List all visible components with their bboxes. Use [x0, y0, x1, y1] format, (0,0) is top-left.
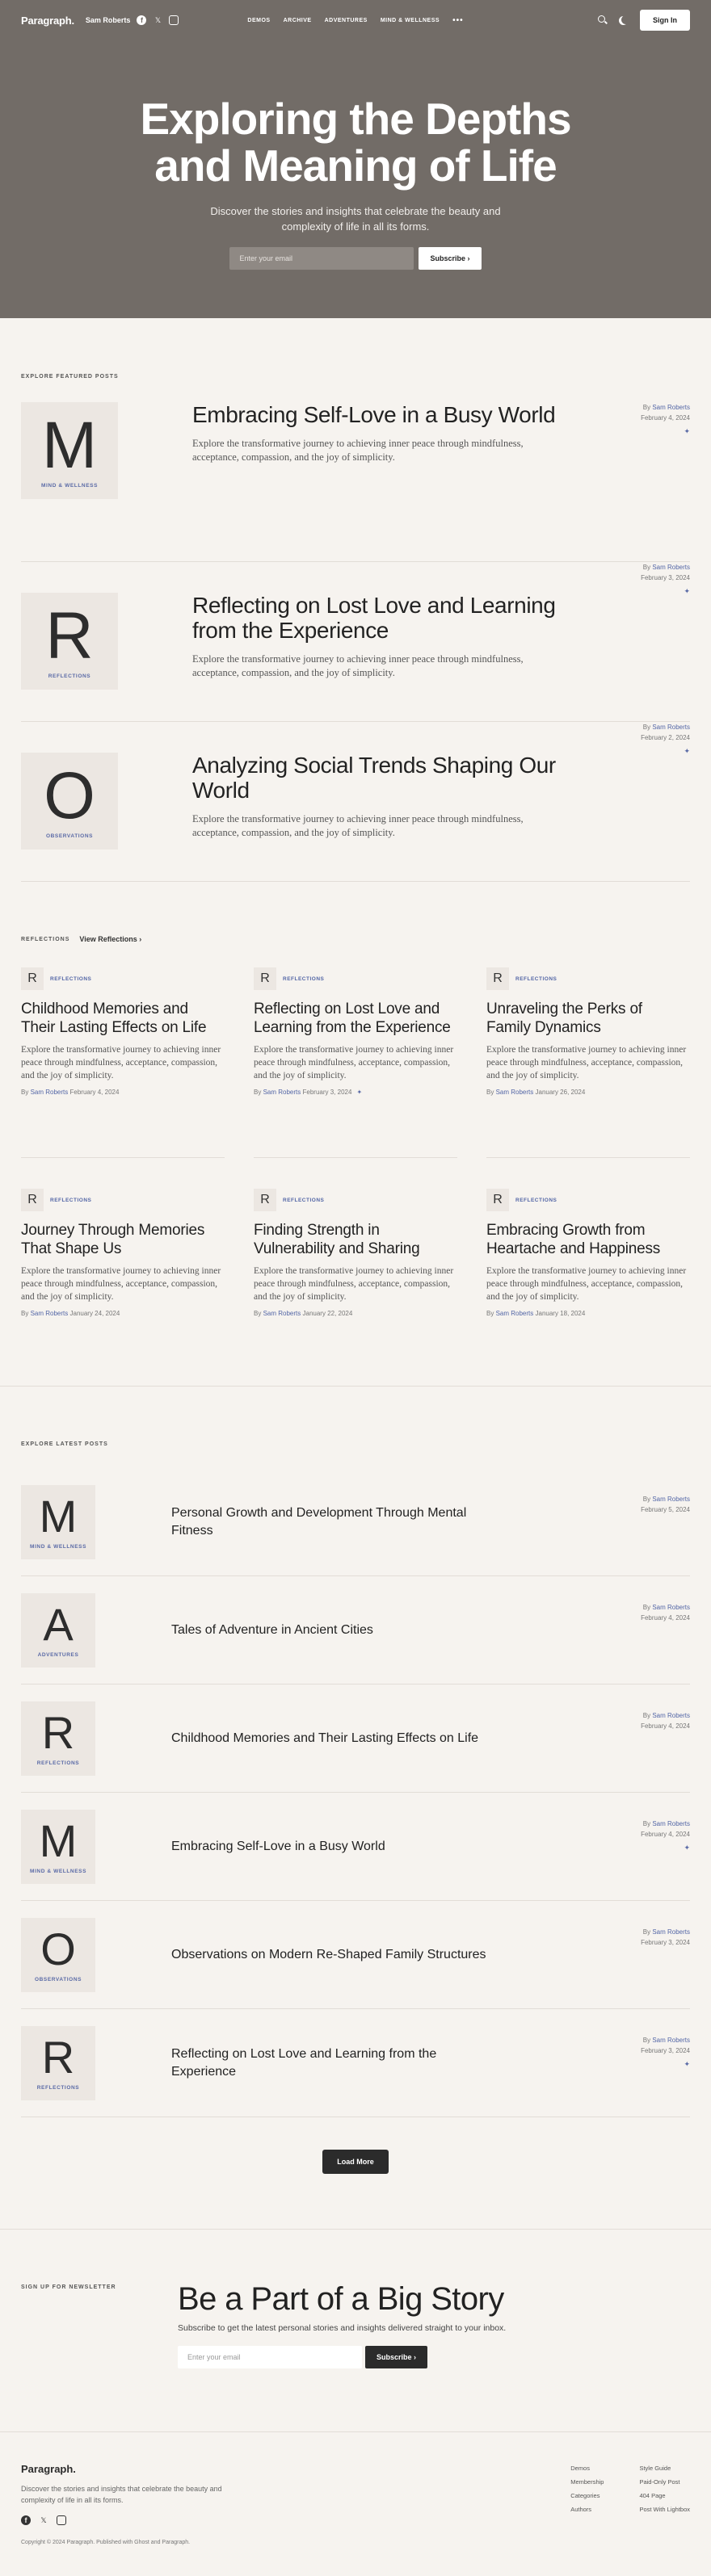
moon-icon[interactable] [619, 15, 629, 25]
featured-star-icon: ✦ [684, 1844, 690, 1852]
card-excerpt: Explore the transformative journey to achieving inner peace through mindfulness, acceptance, compassion, and the joy of simplicity. [21, 1266, 221, 1302]
featured-post[interactable] [21, 402, 690, 562]
thumbnail-letter: R [45, 598, 94, 673]
facebook-icon[interactable]: f [21, 2515, 31, 2525]
card-thumbnail[interactable]: R [21, 1189, 44, 1211]
card-thumbnail[interactable]: R [254, 1189, 276, 1211]
by-label: By [642, 2037, 651, 2044]
category-label[interactable]: OBSERVATIONS [45, 833, 94, 839]
featured-star-icon: ✦ [356, 1089, 363, 1096]
author-link[interactable]: Sam Roberts [652, 1820, 690, 1827]
more-menu-icon[interactable]: ••• [452, 15, 464, 25]
post-thumbnail[interactable] [21, 2026, 95, 2100]
card-excerpt: Explore the transformative journey to achieving inner peace through mindfulness, acceptance, compassion, and the joy of simplicity. [21, 1045, 221, 1080]
newsletter-title: Be a Part of a Big Story [178, 2281, 504, 2317]
author-link[interactable]: Sam Roberts [652, 724, 690, 731]
x-icon[interactable]: 𝕏 [40, 2515, 47, 2524]
post-title[interactable]: Reflecting on Lost Love and Learning from the Experience [171, 2046, 437, 2079]
site-logo[interactable]: Paragraph. [21, 14, 74, 27]
hero-email-input[interactable]: Enter your email [229, 247, 414, 270]
card-meta [486, 1089, 690, 1096]
view-reflections-text: View Reflections [79, 935, 137, 943]
post-thumbnail[interactable] [21, 1593, 95, 1668]
menu-item-archive[interactable]: ARCHIVE [283, 17, 312, 23]
post-meta [641, 562, 690, 597]
author-link[interactable]: Sam Roberts [652, 404, 690, 411]
reflection-card[interactable] [486, 967, 690, 1158]
by-label: By [642, 1820, 651, 1827]
category-label[interactable]: REFLECTIONS [283, 1197, 325, 1203]
footer-logo[interactable]: Paragraph. [21, 2463, 76, 2475]
by-label: By [486, 1089, 494, 1096]
category-label[interactable]: REFLECTIONS [515, 975, 557, 982]
card-date: January 24, 2024 [69, 1310, 120, 1317]
thumbnail-letter: M [39, 1491, 78, 1542]
card-title[interactable]: Unraveling the Perks of Family Dynamics [486, 1001, 642, 1036]
post-thumbnail[interactable] [21, 402, 118, 499]
hero-subscribe-label: Subscribe [430, 254, 465, 262]
category-label[interactable]: MIND & WELLNESS [29, 1869, 87, 1874]
post-meta [641, 1494, 690, 1518]
post-excerpt: Explore the transformative journey to achieving inner peace through mindfulness, acceptance, compassion, and the joy of simplicity. [192, 438, 524, 463]
category-label[interactable]: REFLECTIONS [36, 2085, 80, 2091]
category-label[interactable]: REFLECTIONS [283, 975, 325, 982]
reflections-section [0, 882, 711, 1386]
post-date: February 4, 2024 [641, 1722, 690, 1730]
reflections-grid [21, 967, 690, 1386]
by-label: By [21, 1089, 29, 1096]
author-link[interactable]: Sam Roberts [85, 16, 131, 24]
card-meta [254, 1310, 457, 1317]
category-label[interactable]: REFLECTIONS [36, 1760, 80, 1766]
author-link[interactable]: Sam Roberts [652, 1712, 690, 1719]
card-title[interactable]: Journey Through Memories That Shape Us [21, 1222, 205, 1257]
by-label: By [254, 1089, 262, 1096]
card-header [486, 967, 690, 990]
by-label: By [642, 1604, 651, 1611]
footer-link[interactable]: Paid-Only Post [639, 2478, 680, 2486]
load-more-button[interactable]: Load More [322, 2150, 389, 2174]
featured-star-icon: ✦ [684, 2060, 690, 2068]
featured-star-icon: ✦ [684, 587, 690, 595]
post-title[interactable]: Analyzing Social Trends Shaping Our World [192, 753, 556, 803]
hero-subtitle: Discover the stories and insights that celebrate the beauty and complexity of life in all its forms. [210, 205, 501, 233]
sign-in-button[interactable]: Sign In [640, 10, 690, 31]
reflection-card[interactable] [254, 967, 457, 1158]
site-footer [0, 2432, 711, 2576]
post-date: February 4, 2024 [641, 1614, 690, 1622]
latest-post[interactable] [21, 1793, 690, 1901]
card-date: January 22, 2024 [302, 1310, 353, 1317]
category-label[interactable]: REFLECTIONS [50, 1197, 92, 1203]
reflection-card[interactable] [486, 1158, 690, 1386]
reflection-card[interactable] [21, 967, 225, 1158]
hero-section [0, 0, 711, 318]
post-excerpt: Explore the transformative journey to achieving inner peace through mindfulness, acceptance, compassion, and the joy of simplicity. [192, 813, 524, 838]
category-label[interactable]: MIND & WELLNESS [29, 1544, 87, 1550]
post-thumbnail[interactable] [21, 1918, 95, 1992]
reflections-label: REFLECTIONS [21, 936, 70, 942]
card-meta [21, 1310, 225, 1317]
post-body [192, 402, 564, 561]
card-header [254, 1189, 457, 1211]
latest-post[interactable] [21, 1684, 690, 1793]
instagram-icon[interactable] [57, 2515, 66, 2525]
by-label: By [254, 1310, 262, 1317]
footer-link[interactable]: Authors [570, 2506, 592, 2513]
card-meta [254, 1089, 457, 1096]
featured-star-icon: ✦ [684, 747, 690, 755]
by-label: By [21, 1310, 29, 1317]
author-link[interactable]: Sam Roberts [30, 1089, 69, 1096]
hero-subscribe-form [0, 247, 711, 270]
category-label[interactable]: OBSERVATIONS [34, 1977, 82, 1982]
card-thumbnail[interactable]: R [486, 967, 509, 990]
author-link[interactable]: Sam Roberts [30, 1310, 69, 1317]
post-date: February 3, 2024 [641, 2047, 690, 2054]
search-icon[interactable] [598, 15, 608, 25]
footer-description: Discover the stories and insights that celebrate the beauty and complexity of life in all its forms. [21, 2485, 222, 2504]
post-date: February 3, 2024 [641, 1939, 690, 1946]
newsletter-section [0, 2230, 711, 2431]
card-excerpt: Explore the transformative journey to achieving inner peace through mindfulness, acceptance, compassion, and the joy of simplicity. [486, 1266, 687, 1302]
card-meta [486, 1310, 690, 1317]
post-meta [641, 722, 690, 757]
main-menu [247, 16, 463, 25]
featured-label: EXPLORE FEATURED POSTS [21, 374, 119, 380]
view-reflections-link[interactable]: View Reflections › [79, 935, 142, 943]
thumbnail-letter: M [39, 1815, 78, 1866]
post-body [192, 593, 564, 721]
author-link[interactable]: Sam Roberts [652, 1604, 690, 1611]
post-date: February 5, 2024 [641, 1506, 690, 1513]
by-label: By [642, 724, 651, 731]
post-body [192, 753, 564, 881]
by-label: By [642, 564, 651, 571]
author-link[interactable]: Sam Roberts [652, 564, 690, 571]
post-thumbnail[interactable] [21, 1701, 95, 1776]
card-title[interactable]: Finding Strength in Vulnerability and Sharing [254, 1222, 420, 1257]
card-header [21, 967, 225, 990]
author-link[interactable]: Sam Roberts [495, 1089, 534, 1096]
footer-link[interactable]: Categories [570, 2492, 600, 2499]
newsletter-subscribe-label: Subscribe [377, 2353, 412, 2361]
card-date: January 18, 2024 [535, 1310, 586, 1317]
newsletter-email-input[interactable]: Enter your email [178, 2346, 362, 2368]
featured-section [0, 318, 711, 882]
card-meta [21, 1089, 225, 1096]
thumbnail-letter: R [41, 1707, 75, 1758]
hero-title: Exploring the Depths and Meaning of Life [140, 94, 571, 191]
post-meta [641, 1710, 690, 1735]
latest-post[interactable] [21, 1901, 690, 2009]
post-date: February 3, 2024 [641, 574, 690, 581]
card-thumbnail[interactable]: R [21, 967, 44, 990]
post-title[interactable]: Embracing Self-Love in a Busy World [192, 402, 556, 427]
thumbnail-letter: M [41, 408, 98, 482]
latest-section [0, 1387, 711, 2229]
thumbnail-letter: O [40, 1924, 76, 1974]
post-thumbnail[interactable] [21, 753, 118, 850]
newsletter-subscribe-button[interactable]: Subscribe › [365, 2346, 427, 2368]
post-meta [641, 2035, 690, 2070]
thumbnail-letter: O [44, 758, 95, 833]
footer-col-2 [639, 2465, 690, 2513]
footer-link[interactable]: 404 Page [639, 2492, 666, 2499]
reflection-card[interactable] [21, 1158, 225, 1386]
by-label: By [642, 1496, 651, 1503]
post-date: February 4, 2024 [641, 1831, 690, 1838]
copyright: Copyright © 2024 Paragraph. Published with Ghost and Paragraph. [21, 2540, 191, 2545]
card-header [21, 1189, 225, 1211]
card-date: January 26, 2024 [535, 1089, 586, 1096]
menu-item-demos[interactable]: DEMOS [247, 17, 271, 23]
menu-item-mind-wellness[interactable]: MIND & WELLNESS [380, 17, 440, 23]
post-title[interactable]: Embracing Self-Love in a Busy World [171, 1839, 385, 1853]
post-title[interactable]: Reflecting on Lost Love and Learning from the Experience [192, 593, 556, 643]
latest-post[interactable] [21, 1468, 690, 1576]
newsletter-label: SIGN UP FOR NEWSLETTER [21, 2284, 116, 2290]
footer-link[interactable]: Demos [570, 2465, 590, 2472]
card-excerpt: Explore the transformative journey to achieving inner peace through mindfulness, acceptance, compassion, and the joy of simplicity. [254, 1045, 454, 1080]
post-date: February 2, 2024 [641, 734, 690, 741]
category-label[interactable]: REFLECTIONS [48, 673, 91, 679]
instagram-icon[interactable] [169, 15, 179, 25]
featured-post[interactable] [21, 562, 690, 722]
author-link[interactable]: Sam Roberts [495, 1310, 534, 1317]
card-excerpt: Explore the transformative journey to achieving inner peace through mindfulness, acceptance, compassion, and the joy of simplicity. [254, 1266, 454, 1302]
footer-link[interactable]: Post With Lightbox [639, 2506, 690, 2513]
post-meta [641, 1602, 690, 1626]
latest-label: EXPLORE LATEST POSTS [21, 1441, 108, 1447]
card-thumbnail[interactable]: R [254, 967, 276, 990]
featured-post[interactable] [21, 722, 690, 882]
post-thumbnail[interactable] [21, 1810, 95, 1884]
by-label: By [642, 1928, 651, 1936]
card-header [486, 1189, 690, 1211]
card-title[interactable]: Embracing Growth from Heartache and Happiness [486, 1222, 661, 1257]
facebook-icon[interactable]: f [137, 15, 146, 25]
menu-item-adventures[interactable]: ADVENTURES [324, 17, 368, 23]
x-icon[interactable]: 𝕏 [154, 15, 162, 24]
category-label[interactable]: REFLECTIONS [50, 975, 92, 982]
thumbnail-letter: A [43, 1599, 74, 1650]
post-meta [641, 1819, 690, 1853]
category-label[interactable]: ADVENTURES [37, 1652, 79, 1658]
author-link[interactable]: Sam Roberts [263, 1089, 301, 1096]
category-label[interactable]: MIND & WELLNESS [40, 482, 99, 489]
author-link[interactable]: Sam Roberts [652, 1928, 690, 1936]
post-meta [641, 1927, 690, 1951]
post-thumbnail[interactable] [21, 593, 118, 690]
thumbnail-letter: R [41, 2032, 75, 2083]
author-link[interactable]: Sam Roberts [652, 2037, 690, 2044]
by-label: By [486, 1310, 494, 1317]
card-title[interactable]: Childhood Memories and Their Lasting Effects on Life [21, 1001, 207, 1036]
author-link[interactable]: Sam Roberts [652, 1496, 690, 1503]
newsletter-subtitle: Subscribe to get the latest personal stories and insights delivered straight to your inbox. [178, 2323, 507, 2333]
post-title[interactable]: Childhood Memories and Their Lasting Effects on Life [171, 1731, 479, 1745]
post-excerpt: Explore the transformative journey to achieving inner peace through mindfulness, acceptance, compassion, and the joy of simplicity. [192, 653, 524, 678]
post-title[interactable]: Observations on Modern Re-Shaped Family Structures [171, 1947, 486, 1961]
by-label: By [642, 1712, 651, 1719]
footer-col-1 [570, 2465, 604, 2513]
card-date: February 3, 2024 [302, 1089, 352, 1096]
top-nav [0, 0, 711, 40]
footer-link[interactable]: Style Guide [639, 2465, 671, 2472]
author-link[interactable]: Sam Roberts [263, 1310, 301, 1317]
card-title[interactable]: Reflecting on Lost Love and Learning from the Experience [254, 1001, 451, 1036]
post-title[interactable]: Personal Growth and Development Through Mental Fitness [171, 1505, 467, 1538]
post-meta [641, 402, 690, 437]
post-date: February 4, 2024 [641, 414, 690, 422]
card-header [254, 967, 457, 990]
latest-post[interactable] [21, 2009, 690, 2117]
card-date: February 4, 2024 [69, 1089, 120, 1096]
hero-subscribe-button[interactable]: Subscribe › [419, 247, 481, 270]
by-label: By [642, 404, 651, 411]
post-thumbnail[interactable] [21, 1485, 95, 1559]
category-label[interactable]: REFLECTIONS [515, 1197, 557, 1203]
featured-star-icon: ✦ [684, 427, 690, 435]
card-thumbnail[interactable]: R [486, 1189, 509, 1211]
latest-post[interactable] [21, 1576, 690, 1684]
reflection-card[interactable] [254, 1158, 457, 1386]
footer-link[interactable]: Membership [570, 2478, 604, 2486]
post-title[interactable]: Tales of Adventure in Ancient Cities [171, 1622, 373, 1637]
card-excerpt: Explore the transformative journey to achieving inner peace through mindfulness, acceptance, compassion, and the joy of simplicity. [486, 1045, 687, 1080]
